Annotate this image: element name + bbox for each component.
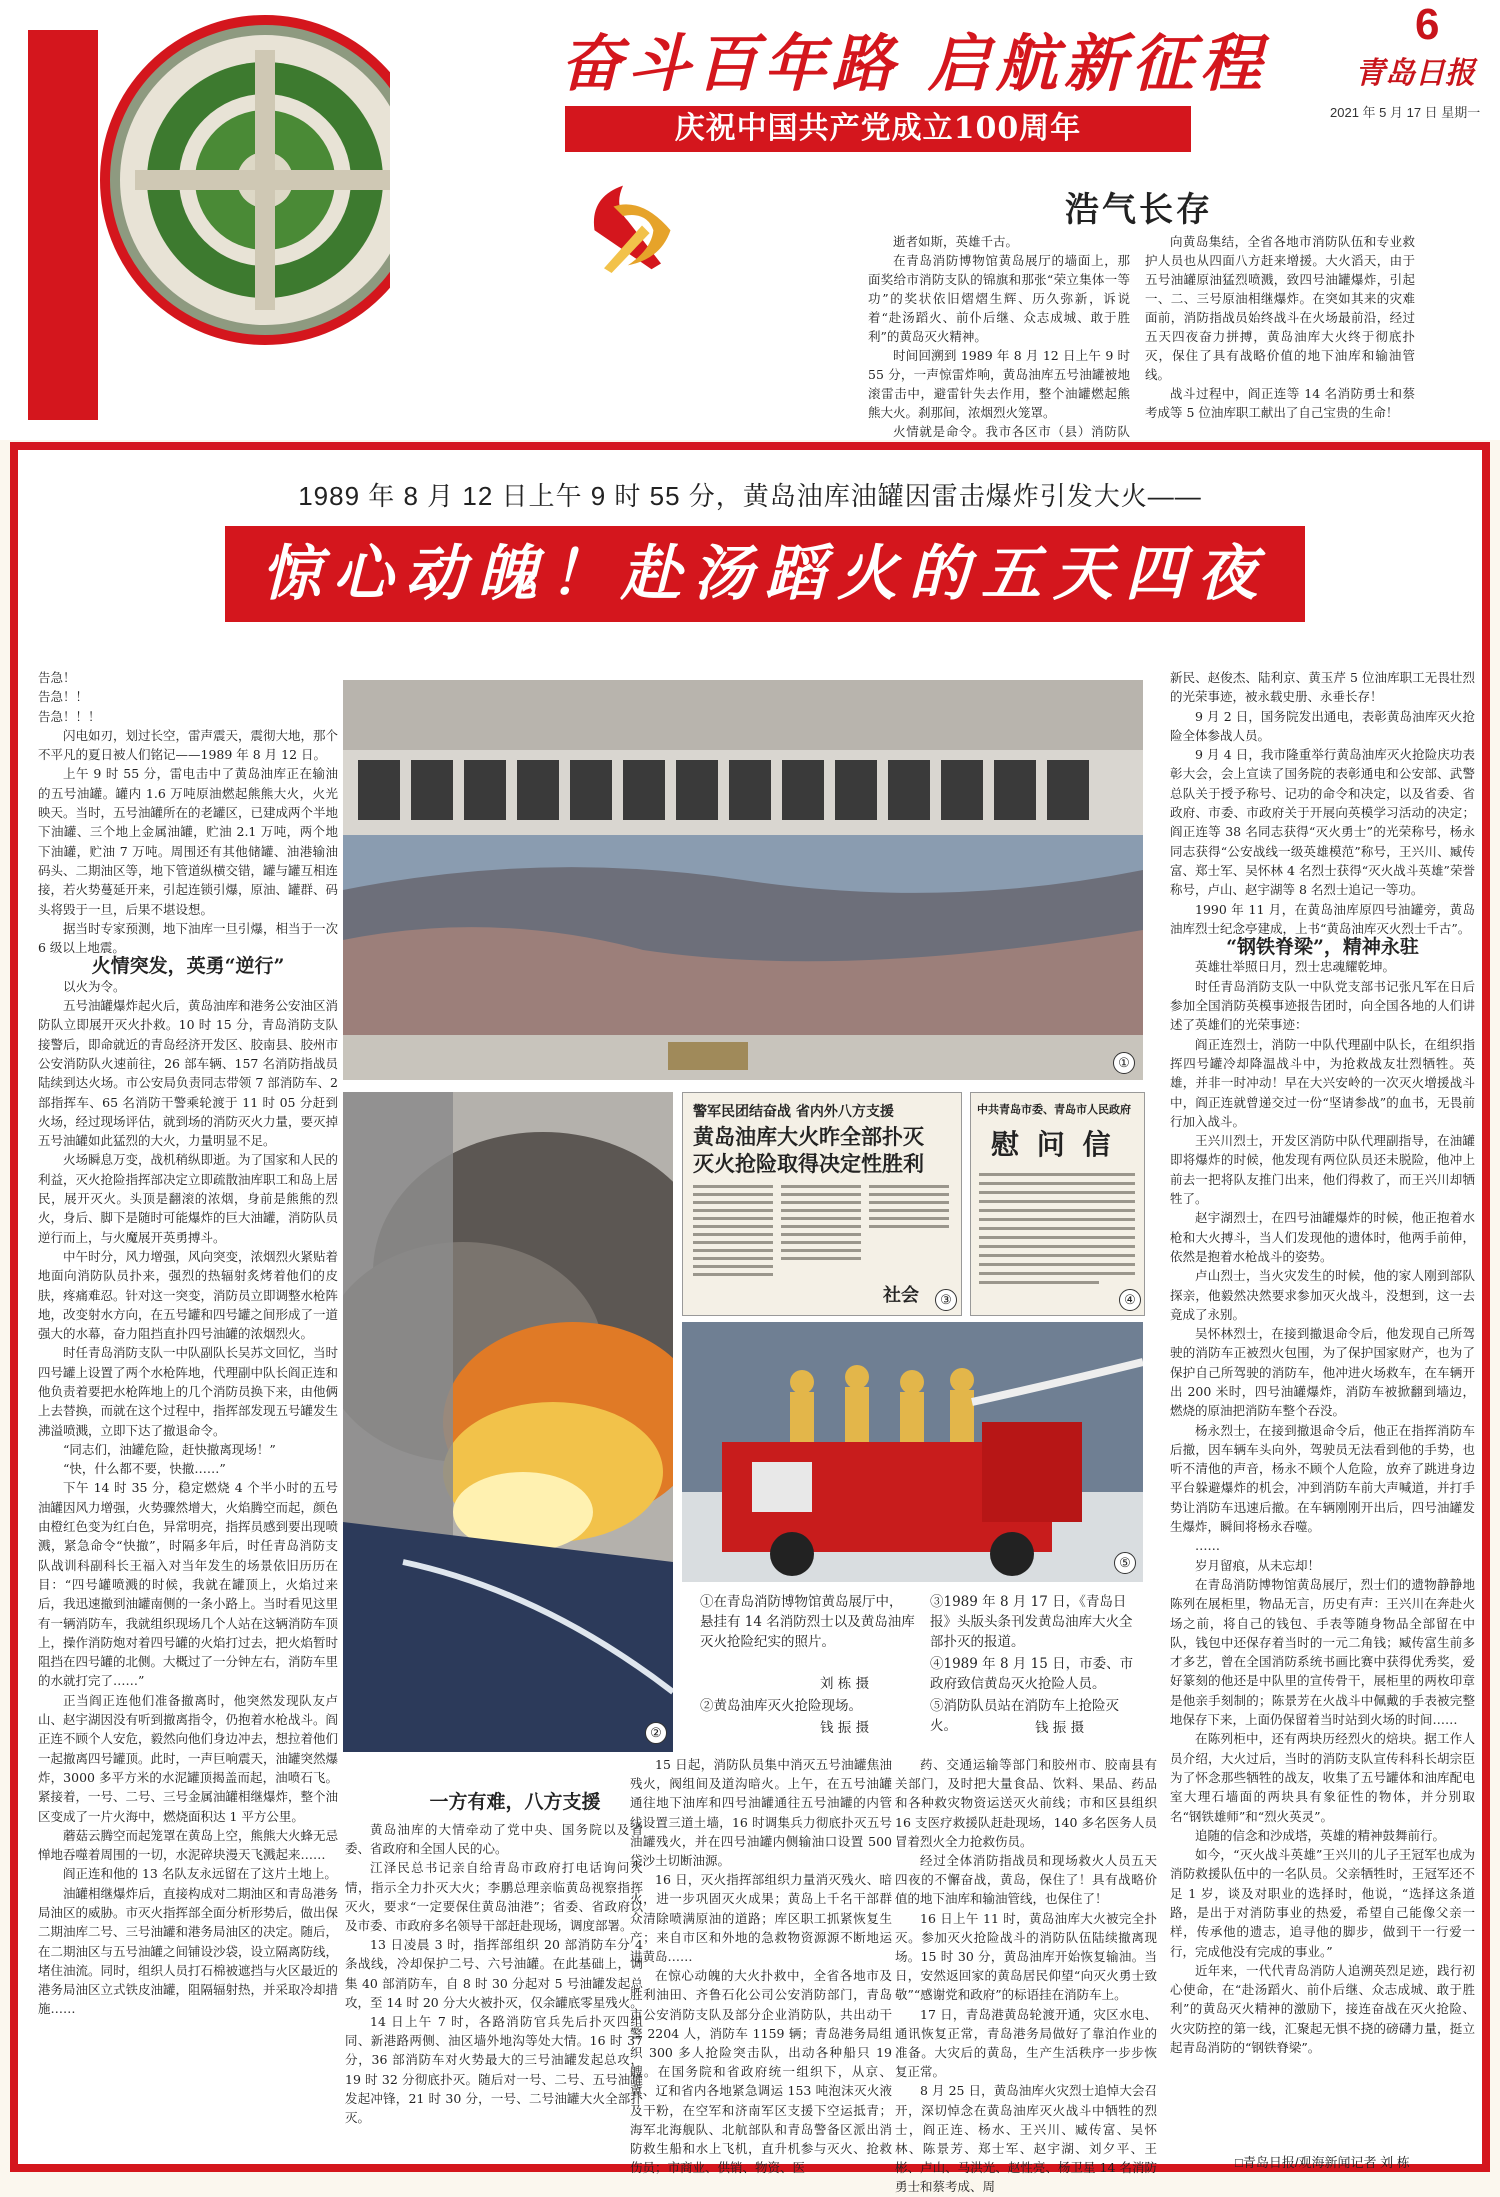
paragraph: 9 月 4 日，我市隆重举行黄岛油库灭火抢险庆功表彰大会，会上宣读了国务院的表彰通电和公安部、武警总队关于授予称号、记功的命令和决定，以及省委、省政府、市委、市政府关于开展向英模学习活动的决定；阎正连等 38 名同志获得“灭火勇士”的光荣称号，杨永同志获得“公安战线一级英雄模范”称号，王兴川、臧传富、郑士军、吴怀林 4 名烈士获得“灭火战斗英雄”荣誉称号，卢山、赵宇湖等 8 名烈士追记一等功。	[1170, 747, 1475, 898]
byline: □青岛日报/观海新闻记者 刘 栋	[1235, 2155, 1410, 2170]
paragraph: 油罐相继爆炸后，直接构成对二期油区和青岛港务局油区的威胁。市灭火指挥部全面分析形势后，做出保二期油库二号、三号油罐和港务局油区的决定。随后，在二期油区与五号油罐之间铺设沙袋，设立隔离防线，堵住油流。同时，组织人员打石棉被遮挡与火区最近的港务局油区立式铁皮油罐，阻隔辐射热，并采取冷却措施……	[38, 1885, 339, 2017]
intro-column-a	[868, 232, 1130, 460]
newspaper-name: 青岛日报	[1355, 56, 1475, 91]
paragraph: 时任青岛消防支队一中队副队长吴苏文回忆，当时四号罐上设置了两个水枪阵地，代理副中队长阎正连和他负责着要把水枪阵地上的几个消防员换下来，由他俩上去替换，而就在这个过程中，指挥部发现五号罐发生沸溢喷溅，立即下达了撤退命令。	[38, 1345, 339, 1438]
clipping-headline: 黄岛油库大火昨全部扑灭 灭火抢险取得决定性胜利	[693, 1124, 924, 1176]
centenary-100-logo	[10, 10, 390, 430]
slogan: 奋斗百年路 启航新征程	[560, 27, 1268, 100]
caption-1: ①在青岛消防博物馆黄岛展厅中，悬挂有 14 名消防烈士以及黄岛油库灭火抢险纪实的照片。	[700, 1594, 915, 1650]
subheading-support: 一方有难，八方支援	[429, 1791, 601, 1813]
left-column	[38, 668, 338, 2019]
paragraph: 以火为令。	[63, 978, 126, 994]
paragraph: 上午 9 时 55 分，雷电击中了黄岛油库正在输油的五号油罐。罐内 1.6 万吨原油燃起熊熊大火，火光映天。当时，五号油罐所在的老罐区，已建成两个半地下油罐、三个地上金属油罐，贮油 2.1 万吨，两个地下油罐，贮油 7 万吨。周围还有其他储罐、油港输油码头、二期油区等，地下管道纵横交错，罐与罐互相连接，若火势蔓延开来，引起连锁引爆，原油、罐群、码头将毁于一旦，后果不堪设想。	[38, 766, 339, 917]
paragraph: 向黄岛集结，全省各地市消防队伍和专业救护人员也从四面八方赶来增援。大火滔天，由于五号油罐原油猛烈喷溅，致四号油罐爆炸，引起一、二、三号原油相继爆炸。在突如其来的灾难面前，消防指战员始终战斗在火场最前沿，经过五天四夜奋力拼搏，黄岛油库大火终于彻底扑灭，保住了具有战略价值的地下油库和输油管线。	[1145, 234, 1415, 382]
kicker-line: 1989 年 8 月 12 日上午 9 时 55 分，黄岛油库油罐因雷击爆炸引发大火——	[298, 481, 1202, 511]
paragraph: 火场瞬息万变，战机稍纵即逝。为了国家和人民的利益，灭火抢险指挥部决定立即疏散油库职工和岛上居民，展开灭火。头顶是翻滚的浓烟，身前是熊熊的烈火，身后、脚下是随时可能爆炸的巨大油罐，消防队员逆行而上，与火魔展开英勇搏斗。	[38, 1152, 339, 1245]
paragraph: 中午时分，风力增强，风向突变，浓烟烈火紧贴着地面向消防队员扑来，强烈的热辐射炙烤着他们的皮肤，疼痛难忍。针对这一突变，消防员立即调整水枪阵地，改变射水方向，在五号罐和四号罐之间形成了一道强大的水幕，奋力阻挡直扑四号油罐的浓烟烈火。	[38, 1248, 339, 1342]
middle-column-1	[345, 1820, 643, 2127]
paragraph: 江泽民总书记亲自给青岛市政府打电话询问火情，指示全力扑灭大火；李鹏总理亲临黄岛视察指挥灭火，要求“一定要保住黄岛油港”；省委、省政府以及市委、市政府多名领导干部赶赴现场，调度部署。	[345, 1860, 643, 1934]
photo-number-2: ②	[645, 1722, 667, 1744]
photo-number-3: ③	[935, 1289, 957, 1311]
paragraph: 闪电如刃，划过长空，雷声震天，震彻大地，那个不平凡的夏日被人们铭记——1989 年 8 月 12 日。	[38, 727, 339, 763]
middle-column-2	[630, 1755, 892, 2177]
paragraph: 吴怀林烈士，在接到撤退命令后，他发现自己所驾驶的消防车正被烈火包围，为了保护国家财产，也为了保护自己所驾驶的消防车，他冲进火场救车，在车辆开出 200 米时，四号油罐爆炸，消防车被掀翻到墙边，燃烧的原油把消防车整个吞没。	[1170, 1326, 1475, 1419]
paragraph: 卢山烈士，当火灾发生的时候，他的家人刚到部队探亲，他毅然决然要求参加灭火战斗，没想到，这一去竟成了永别。	[1170, 1268, 1475, 1322]
paragraph: 黄岛油库的大情牵动了党中央、国务院以及省委、省政府和全国人民的心。	[345, 1822, 643, 1857]
anniversary-banner: 庆祝中国共产党成立100周年	[565, 106, 1191, 152]
main-headline: 惊心动魄！赴汤蹈火的五天四夜	[225, 526, 1305, 622]
photo-condolence-letter	[970, 1092, 1145, 1316]
clipping-section-label: 社会	[883, 1285, 919, 1306]
subheading: 火情突发，英勇“逆行”	[91, 955, 285, 978]
paragraph: 15 日起，消防队员集中消灭五号油罐焦油残火，阀组间及道沟暗火。上午，在五号油罐通往地下油库和四号油罐通往五号油罐的内管线设置三道土墙，16 时调集兵力彻底扑灭五号油罐残火，并在四号油罐内侧输油口设置 500 袋沙土切断油源。	[630, 1757, 892, 1869]
paragraph: 岁月留痕，从未忘却！	[1195, 1557, 1321, 1573]
caption-2-credit: 钱 振 摄	[820, 1720, 870, 1736]
photo-number-1: ①	[1113, 1052, 1135, 1074]
paragraph: 告急！！！	[38, 708, 101, 724]
right-column	[1170, 668, 1475, 2057]
letter-title: 慰 问 信	[991, 1128, 1115, 1161]
paragraph: 告急！	[38, 670, 76, 685]
paragraph: 据当时专家预测，地下油库一旦引爆，相当于一次 6 级以上地震。	[38, 920, 339, 956]
paragraph: 告急！！	[38, 689, 89, 705]
paragraph: 英雄壮举照日月，烈士忠魂耀乾坤。	[1195, 959, 1396, 975]
party-emblem-icon	[585, 178, 680, 273]
paragraph: 9 月 2 日，国务院发出通电，表彰黄岛油库灭火抢险全体参战人员。	[1170, 708, 1475, 743]
paragraph: 新民、赵俊杰、陆利京、黄玉芹 5 位油库职工无畏壮烈的光荣事迹，被永载史册、永垂长存！	[1170, 670, 1475, 705]
paragraph: 14 日上午 7 时，各路消防官兵先后扑灭四组同、新港路两侧、油区墙外地沟等处大情。16 时 37 分，36 部消防车对火势最大的三号油罐发起总攻，19 时 32 分彻底扑灭。随后对一号、二号、五号油罐发起冲锋，21 时 30 分，一号、二号油罐大火全部扑灭。	[345, 2014, 643, 2126]
paragraph: 17 日，青岛港黄岛轮渡开通，灾区水电、通讯恢复正常，青岛港务局做好了靠泊作业的准备。大灾后的黄岛，生产生活秩序一步步恢复正常。	[895, 2006, 1157, 2080]
paragraph: 16 日上午 11 时，黄岛油库大火被完全扑灭。参加灭火抢险战斗的消防队伍陆续撤离现场。15 时 30 分，黄岛油库开始恢复输油。当日，安然返回家的黄岛居民仰望“向灭火勇士致敬”“感谢党和政府”的标语挂在消防车上。	[895, 1910, 1157, 2003]
paragraph: “快，什么都不要，快撤……”	[63, 1461, 226, 1477]
paragraph: 在惊心动魄的大火扑救中，全省各地市及胜利油田、齐鲁石化公司公安消防部门，青岛市公安消防支队及部分企业消防队，共出动干警 2204 人，消防车 1159 辆；青岛港务局组织 300 多人抢险突击队，出动各种船只 19 艘。在国务院和省政府统一组织下，从京、冀、辽和省内各地紧急调运 153 吨泡沫灭火液及干粉，在空军和济南军区支援下空运抵青；海军北海舰队、北航部队和青岛警备区派出消防救生船和水上飞机，直升机参与灭火、抢救伤员；市商业、供销、物资、医	[630, 1968, 892, 2176]
clipping-top-line: 警军民团结奋战 省内外八方支援	[693, 1104, 894, 1120]
paragraph: 16 日，灭火指挥部组织力量消灭残火、暗火，进一步巩固灭火成果；黄岛上千名干部群众清除喷满原油的道路；库区职工抓紧恢复生产；来自市区和外地的急救物资源源不断地运进黄岛……	[630, 1872, 892, 1965]
paragraph: 战斗过程中，阎正连等 14 名消防勇士和蔡考成等 5 位油库职工献出了自己宝贵的生命！	[1145, 386, 1415, 420]
paragraph: 正当阎正连他们准备撤离时，他突然发现队友卢山、赵宇湖因没有听到撤离指令，仍抱着水枪战斗。阎正连不顾个人安危，毅然向他们身边冲去，想拉着他们一起撤离四号罐顶。此时，一声巨响震天，油罐突然爆炸，3000 多平方米的水泥罐顶揭盖而起，油喷石飞。紧接着，一号、二号、三号金属油罐相继爆炸，整个油区变成了一片火海中，燃烧面积达 1 平方公里。	[38, 1692, 339, 1824]
photo-firefighters-truck	[682, 1322, 1143, 1582]
caption-5: ⑤消防队员站在消防车上抢险灭火。	[930, 1698, 1119, 1734]
caption-3: ③1989 年 8 月 17 日，《青岛日报》头版头条刊发黄岛油库大火全部扑灭的报道。	[930, 1594, 1133, 1650]
photo-memorial-wall	[343, 680, 1143, 1080]
paragraph: 在青岛消防博物馆黄岛展厅的墙面上，那面奖给市消防支队的锦旗和那张“荣立集体一等功”的奖状依旧熠熠生辉、历久弥新，诉说着“赴汤蹈火、前仆后继、众志成城、敢于胜利”的黄岛灭火精神。	[868, 253, 1130, 344]
paragraph: 8 月 25 日，黄岛油库火灾烈士追悼大会召开，深切悼念在黄岛油库灭火战斗中牺牲的烈士，阎正连、杨水、王兴川、臧传富、吴怀林、陈景芳、郑士军、赵宇湖、刘夕平、王彬、卢山、马洪光、赵性亮、杨卫星 14 名消防勇士和蔡考成、周	[895, 2083, 1157, 2195]
issue-date: 2021 年 5 月 17 日 星期一	[1330, 105, 1481, 120]
paragraph: 在青岛消防博物馆黄岛展厅，烈士们的遗物静静地陈列在展柜里，物品无言，历史有声：王兴川在奔赴火场之前，将自己的钱包、手表等随身物品全部留在中队，钱包中还保存着当时的一元二角钱；臧传富生前多才多艺，曾在全国消防系统书画比赛中获得优秀奖，爱好篆刻的他还是中队里的宣传骨干，展柜里的两枚印章是他亲手刻制的；陈景芳在火战斗中佩戴的手表被完整地保存下来，上面仍保留着当时站到火场的时间……	[1170, 1576, 1475, 1728]
paragraph: 阎正连和他的 13 名队友永远留在了这片土地上。	[63, 1866, 337, 1882]
paragraph: 阎正连烈士，消防一中队代理副中队长，在组织指挥四号罐冷却降温战斗中，为抢救战友壮烈牺牲。英雄，并非一时冲动！早在大兴安岭的一次灭火增援战斗中，阎正连就曾递交过一份“坚请参战”的血书，无畏前行加入战斗。	[1170, 1036, 1475, 1129]
paragraph: 下午 14 时 35 分，稳定燃烧 4 个半小时的五号油罐因风力增强，火势骤然增大，火焰腾空而起，颜色由橙红色变为红白色，异常明亮，指挥员感到要出现喷溅，紧急命令“快撤”，时隔多年后，时任青岛消防支队战训科副科长王福入对当年发生的场景依旧历历在目：“四号罐喷溅的时候，我就在罐顶上，火焰过来后，我迅速撤到油罐南侧的一条小路上。当时看见这里有一辆消防车，我就组织现场几个人站在这辆消防车顶上，操作消防炮对着四号罐的火焰打过去，把火焰暂时阻挡在四号罐的北侧。大概过了一分钟左右，消防车里的水就打完了……”	[38, 1480, 339, 1689]
photo-number-5: ⑤	[1114, 1552, 1136, 1574]
paragraph: 1990 年 11 月，在黄岛油库原四号油罐旁，黄岛油库烈士纪念亭建成，上书“黄岛油库灭火烈士千古”。	[1170, 901, 1475, 936]
paragraph: 五号油罐爆炸起火后，黄岛油库和港务公安油区消防队立即展开灭火扑救。10 时 15 分，青岛消防支队接警后，即命就近的青岛经济开发区、胶南县、胶州市公安消防队火速前往，26 部车辆、157 名消防指战员陆续到达火场。市公安局负责同志带领 7 部消防车、2 部指挥车、65 名消防干警乘轮渡于 11 时 05 分赶到火场，经过现场评估，就到场的消防灭火力量，要灭掉五号油罐如此猛烈的大火，力量明显不足。	[38, 998, 339, 1149]
paragraph: 13 日凌晨 3 时，指挥部组织 20 部消防车分 4 条战线，冷却保护二号、六号油罐。在此基础上，调集 40 部消防车，自 8 时 30 分起对 5 号油罐发起总攻，至 14 时 20 分大火被扑灭，仅余罐底零星残火。	[345, 1937, 643, 2010]
page-number: 6	[1415, 0, 1440, 49]
paragraph: 近年来，一代代青岛消防人追溯英烈足迹，践行初心使命，在“赴汤蹈火、前仆后继、众志成城、敢于胜利”的黄岛灭火精神的激励下，接连奋战在灭火抢险、火灾防控的第一线，汇聚起无惧不挠的磅礴力量，挺立起青岛消防的“钢铁脊梁”。	[1170, 1962, 1475, 2056]
paragraph: 杨永烈士，在接到撤退命令后，他正在指挥消防车后撤，因车辆车头向外，驾驶员无法看到他的手势，也听不清他的声音，杨永不顾个人危险，放弃了跳进身边平台躲避爆炸的机会，冲到消防车前大声喊道，并打手势让消防车迅速后撤。在车辆刚刚开出后，四号油罐发生爆炸，瞬间将杨永吞噬。	[1170, 1422, 1475, 1535]
caption-5-credit: 钱 振 摄	[1035, 1720, 1085, 1736]
photo-number-4: ④	[1119, 1289, 1141, 1311]
subheading: “钢铁脊梁”，精神永驻	[1226, 936, 1419, 959]
paragraph: 火情就是命令。我市各区市（县）消防队	[893, 424, 1130, 439]
caption-2: ②黄岛油库灭火抢险现场。	[700, 1698, 862, 1714]
paragraph: 赵宇湖烈士，在四号油罐爆炸的时候，他正抱着水枪和大火搏斗，当人们发现他的遗体时，他两手前伸，依然是抱着水枪战斗的姿势。	[1170, 1210, 1475, 1264]
letter-issuer: 中共青岛市委、青岛市人民政府	[977, 1103, 1131, 1116]
paragraph: ……	[1195, 1538, 1220, 1554]
intro-column-b	[1145, 232, 1415, 422]
paragraph: 时任青岛消防支队一中队党支部书记张凡军在日后参加全国消防英模事迹报告团时，向全国各地的人们讲述了英雄们的光荣事迹：	[1170, 978, 1475, 1033]
caption-1-credit: 刘 栋 摄	[820, 1676, 870, 1692]
paragraph: “同志们，油罐危险，赶快撤离现场！”	[63, 1441, 276, 1457]
caption-4: ④1989 年 8 月 15 日，市委、市政府致信黄岛灭火抢险人员。	[930, 1656, 1134, 1692]
page-header	[0, 0, 1500, 440]
paragraph: 逝者如斯，英雄千古。	[893, 234, 1019, 249]
photo-fire-scene	[343, 1092, 673, 1752]
paragraph: 蘑菇云腾空而起笼罩在黄岛上空，熊熊大火蜂无忌惮地吞噬着周围的一切，水泥碎块漫天飞溅起来……	[38, 1827, 339, 1863]
paragraph: 追随的信念和沙成塔，英雄的精神鼓舞前行。	[1195, 1827, 1446, 1843]
paragraph: 在陈列柜中，还有两块历经烈火的焙块。据工作人员介绍，大火过后，当时的消防支队宣传科科长胡宗臣为了怀念那些牺牲的战友，收集了五号罐体和油库配电室大理石墙面的两块具有象征性的物体，并分别取名“钢铁雄师”和“烈火英灵”。	[1170, 1731, 1475, 1824]
middle-column-3	[895, 1755, 1157, 2197]
paragraph: 如今，“灭火战斗英雄”王兴川的儿子王冠军也成为消防救援队伍中的一名队员。父亲牺牲时，王冠军还不足 1 岁，谈及对职业的选择时，他说，“选择这条道路，是出于对消防事业的热爱，希望自己能像父亲一样，传承他的遗志，追寻他的脚步，做到干一行爱一行，完成他没有完成的事业。”	[1170, 1847, 1475, 1959]
photo-newspaper-clipping	[682, 1092, 962, 1316]
paragraph: 王兴川烈士，开发区消防中队代理副指导，在油罐即将爆炸的时候，他发现有两位队员还未脱险，他冲上前去一把将队友推门出来，他们得救了，而王兴川却牺牲了。	[1170, 1133, 1475, 1207]
section-title: 浩气长存	[1065, 190, 1213, 230]
paragraph: 药、交通运输等部门和胶州市、胶南县有关部门，及时把大量食品、饮料、果品、药品和各种救灾物资运送灭火前线；市和区县组织 16 支医疗救援队赶赴现场，140 多名医务人员冒着烈火全力抢救伤员。	[895, 1757, 1157, 1849]
paragraph: 时间回溯到 1989 年 8 月 12 日上午 9 时 55 分，一声惊雷炸响，黄岛油库五号油罐被地滚雷击中，避雷针失去作用，整个油罐燃起熊熊大火。刹那间，浓烟烈火笼罩。	[868, 348, 1130, 420]
paragraph: 经过全体消防指战员和现场救火人员五天四夜的不懈奋战，黄岛，保住了！具有战略价值的地下油库和输油管线，也保住了！	[895, 1853, 1157, 1907]
